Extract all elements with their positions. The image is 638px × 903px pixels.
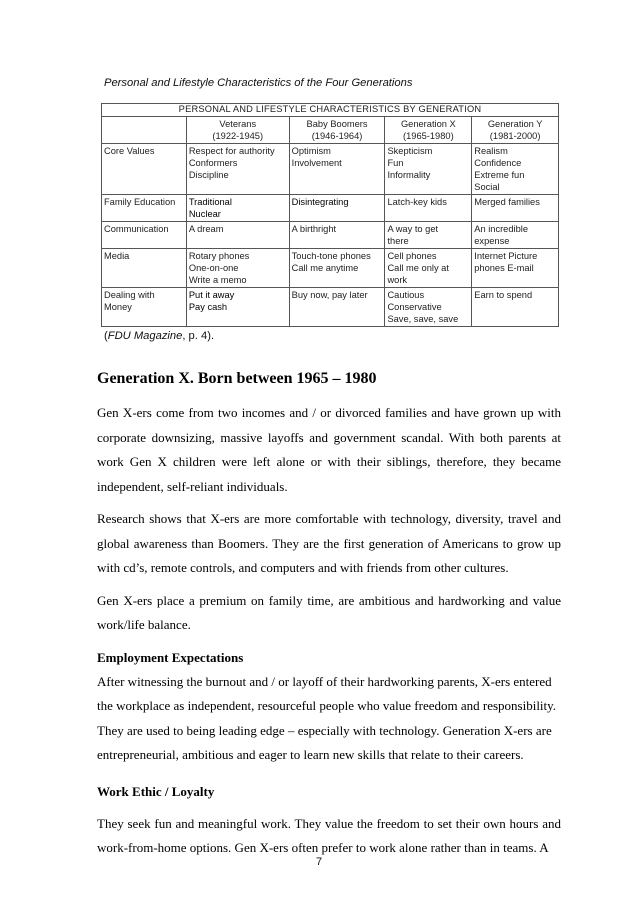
table-cell: Realism Confidence Extreme fun Social bbox=[472, 144, 559, 195]
table-cell: Cell phones Call me only at work bbox=[385, 249, 472, 288]
row-label: Communication bbox=[102, 222, 187, 249]
generation-name: Veterans bbox=[219, 119, 257, 129]
table-row-communication bbox=[102, 222, 559, 249]
generation-years: (1965-1980) bbox=[403, 131, 454, 141]
generation-name: Baby Boomers bbox=[306, 119, 368, 129]
row-label: Family Education bbox=[102, 195, 187, 222]
table-corner-cell bbox=[102, 117, 187, 144]
table-cell: A dream bbox=[186, 222, 289, 249]
column-header-generation-y bbox=[472, 117, 559, 144]
figure-caption: Personal and Lifestyle Characteristics of the Four Generations bbox=[104, 77, 413, 89]
section-heading: Generation X. Born between 1965 – 1980 bbox=[97, 370, 377, 387]
table-header-row bbox=[102, 117, 559, 144]
table-cell: Cautious Conservative Save, save, save bbox=[385, 288, 472, 327]
table-row-media bbox=[102, 249, 559, 288]
row-label: Dealing with Money bbox=[102, 288, 187, 327]
source-magazine: FDU Magazine bbox=[107, 330, 183, 342]
table-row-dealing-with-money bbox=[102, 288, 559, 327]
subheading-work-ethic: Work Ethic / Loyalty bbox=[97, 783, 215, 799]
generation-name: Generation X bbox=[400, 119, 456, 129]
paragraph: They seek fun and meaningful work. They value the freedom to set their own hours and work-from-home options. Gen X-ers often prefer to work alone rather than in teams. A bbox=[97, 815, 561, 855]
column-header-generation-x bbox=[385, 117, 472, 144]
paragraph: Research shows that X-ers are more comfortable with technology, diversity, travel and global awareness than Boomers. They are the first generation of Americans to grow up with cd’s, remote controls, and computers and with friends from other cultures. bbox=[97, 511, 561, 575]
table-cell: A birthright bbox=[289, 222, 385, 249]
table-cell: Respect for authority Conformers Discipline bbox=[186, 144, 289, 195]
source-citation: (FDU Magazine, p. 4). bbox=[104, 330, 215, 342]
table-cell: Touch-tone phones Call me anytime bbox=[289, 249, 385, 288]
paragraph: After witnessing the burnout and / or layoff of their hardworking parents, X-ers entered the workplace as independent, resourceful people who value freedom and responsibility. They are used to being leading edge – especially with technology. Generation X-ers are entrepreneurial, ambitious and eager to learn new skills that relate to their careers. bbox=[97, 673, 557, 762]
page-number: 7 bbox=[315, 856, 323, 868]
table-cell: An incredible expense bbox=[472, 222, 559, 249]
table-cell: Merged families bbox=[472, 195, 559, 222]
table-row-family-education bbox=[102, 195, 559, 222]
generations-table bbox=[101, 103, 559, 327]
generation-years: (1946-1964) bbox=[311, 131, 363, 141]
paragraph: Gen X-ers come from two incomes and / or divorced families and have grown up with corporate downsizing, massive layoffs and government scandal. With both parents at work Gen X children were left alone or with their siblings, therefore, they became independent, self-reliant individuals. bbox=[97, 405, 561, 494]
table-cell: Disintegrating bbox=[289, 195, 385, 222]
table-cell: Skepticism Fun Informality bbox=[385, 144, 472, 195]
column-header-baby-boomers bbox=[289, 117, 385, 144]
table-cell: Optimism Involvement bbox=[289, 144, 385, 195]
table-cell: A way to get there bbox=[385, 222, 472, 249]
column-header-veterans bbox=[186, 117, 289, 144]
table-title: PERSONAL AND LIFESTYLE CHARACTERISTICS BY GENERATION bbox=[102, 104, 559, 117]
table-cell: Rotary phones One-on-one Write a memo bbox=[186, 249, 289, 288]
subheading-employment-expectations: Employment Expectations bbox=[97, 649, 244, 665]
body-content bbox=[97, 369, 561, 869]
table-cell: Earn to spend bbox=[472, 288, 559, 327]
generation-years: (1922-1945) bbox=[212, 131, 264, 141]
table-row-core-values bbox=[102, 144, 559, 195]
paragraph: Gen X-ers place a premium on family time, are ambitious and hardworking and value work/life balance. bbox=[97, 592, 561, 632]
row-label: Core Values bbox=[102, 144, 187, 195]
table-cell: Buy now, pay later bbox=[289, 288, 385, 327]
table-cell: Latch-key kids bbox=[385, 195, 472, 222]
row-label: Media bbox=[102, 249, 187, 288]
table-cell: Internet Picture phones E-mail bbox=[472, 249, 559, 288]
generation-name: Generation Y bbox=[487, 119, 543, 129]
generation-years: (1981-2000) bbox=[489, 131, 541, 141]
table-cell: Traditional Nuclear bbox=[186, 195, 289, 222]
table-cell: Put it away Pay cash bbox=[186, 288, 289, 327]
